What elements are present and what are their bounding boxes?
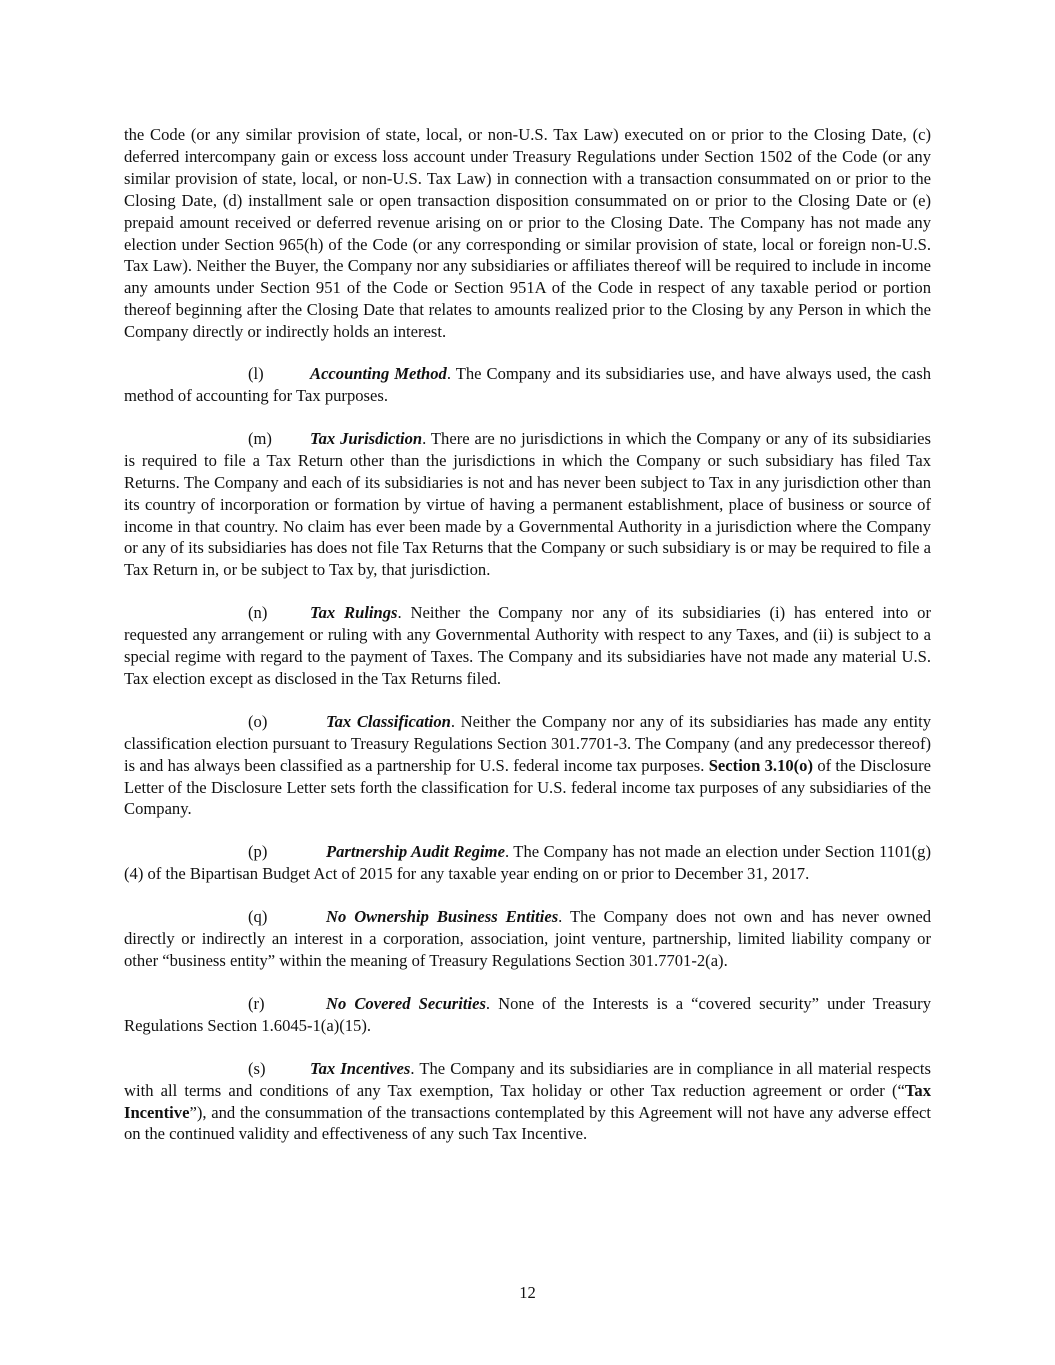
section-s-bold-term: Tax Incentive: [124, 1080, 931, 1122]
section-s-paragraph: [124, 1058, 931, 1146]
section-o-text-before: Neither the Company nor any of its subsidiaries has made any entity classification election pursuant to Treasury Regulations Section 301.7701-3. The Company (and any predecessor thereof) is and has always been classified as a partnership for U.S. federal income tax purposes.: [124, 711, 931, 775]
section-p-paragraph: [124, 841, 931, 885]
continuation-paragraph: the Code (or any similar provision of state, local, or non-U.S. Tax Law) executed on or prior to the Closing Date, (c) deferred intercompany gain or excess loss account under Treasury Regulations under Section 1502 of the Code (or any similar provision of state, local, or non-U.S. Tax Law) in connection with a transaction consummated on or prior to the Closing Date, (d) installment sale or open transaction disposition consummated on or prior to the Closing Date or (e) prepaid amount received or deferred revenue arising on or prior to the Closing Date. The Company has not made any election under Section 965(h) of the Code (or any corresponding or similar provision of state, local or foreign non-U.S. Tax Law). Neither the Buyer, the Company nor any subsidiaries or affiliates thereof will be required to include in income any amounts under Section 951 of the Code or Section 951A of the Code in respect of any taxable period or portion thereof beginning after the Closing Date that relates to amounts realized prior to the Closing by any Person in which the Company directly or indirectly holds an interest.: [124, 125, 931, 342]
section-q-letter: (q): [248, 907, 268, 927]
section-r-paragraph: [124, 993, 931, 1037]
section-o-period: .: [450, 711, 456, 731]
section-o-bold-reference: Section 3.10(o): [708, 755, 814, 775]
section-r-heading: No Covered Securities: [326, 993, 486, 1013]
section-q-heading: No Ownership Business Entities: [326, 907, 559, 927]
section-s-letter: (s): [248, 1058, 266, 1078]
section-p-heading: Partnership Audit Regime: [326, 842, 505, 862]
page-number: 12: [519, 1283, 536, 1302]
section-m-letter: (m): [248, 428, 272, 448]
section-p-text: The Company has not made an election under Section 1101(g)(4) of the Bipartisan Budget Act of 2015 for any taxable year ending on or prior to December 31, 2017.: [124, 842, 931, 884]
section-q-text: The Company does not own and has never owned directly or indirectly an interest in a corporation, association, joint venture, partnership, limited liability company or other “business entity” within the meaning of Treasury Regulations Section 301.7701-2(a).: [124, 907, 931, 970]
section-m-text: There are no jurisdictions in which the Company or any of its subsidiaries is required to file a Tax Return other than the jurisdictions in which the Company or such subsidiary has filed Tax Returns. The Company and each of its subsidiaries is not and has never been subject to Tax in any jurisdiction other than its country of incorporation or formation by virtue of having a permanent establishment, place of business or source of income in that country. No claim has ever been made by a Governmental Authority in a jurisdiction where the Company or any of its subsidiaries has does not file Tax Returns that the Company or such subsidiary is or may be required to file a Tax Return in, or be subject to Tax by, that jurisdiction.: [124, 428, 931, 580]
section-m-heading: Tax Jurisdiction: [310, 428, 423, 448]
section-m-period: .: [422, 428, 427, 448]
section-n-period: .: [397, 603, 402, 623]
section-l-letter: (l): [248, 364, 264, 384]
section-l-text: The Company and its subsidiaries use, and have always used, the cash method of accounting for Tax purposes.: [124, 364, 932, 405]
section-s-heading: Tax Incentives: [310, 1058, 411, 1078]
section-p-period: .: [504, 842, 510, 862]
section-o-paragraph: [124, 711, 931, 821]
section-r-letter: (r): [248, 993, 265, 1013]
section-o-letter: (o): [248, 711, 268, 731]
section-q-paragraph: [124, 906, 931, 972]
section-n-letter: (n): [248, 603, 268, 623]
section-n-text: Neither the Company nor any of its subsidiaries (i) has entered into or requested any arrangement or ruling with any Governmental Authority with respect to any Taxes, and (ii) is subject to a special regime with regard to the payment of Taxes. The Company and its subsidiaries have not made any material U.S. Tax election except as disclosed in the Tax Returns filed.: [124, 603, 931, 688]
section-s-period: .: [410, 1058, 415, 1078]
document-page: [124, 124, 931, 1166]
section-l-paragraph: [124, 363, 931, 407]
section-r-text: None of the Interests is a “covered security” under Treasury Regulations Section 1.6045-1(a)(15).: [124, 993, 931, 1035]
section-r-period: .: [485, 993, 491, 1013]
section-l-heading: Accounting Method: [310, 364, 447, 384]
section-o-text-after: of the Disclosure Letter of the Disclosure Letter sets forth the classification for U.S. federal income tax purposes of any subsidiaries of the Company.: [124, 755, 931, 819]
section-m-paragraph: [124, 428, 931, 581]
section-q-period: .: [558, 907, 563, 927]
section-l-period: .: [446, 364, 452, 384]
section-s-text-after: ”), and the consummation of the transactions contemplated by this Agreement will not have any adverse effect on the continued validity and effectiveness of any such Tax Incentive.: [124, 1102, 931, 1144]
section-s-text-before: The Company and its subsidiaries are in compliance in all material respects with all terms and conditions of any Tax exemption, Tax holiday or other Tax reduction agreement or order (“: [124, 1058, 931, 1100]
section-p-letter: (p): [248, 842, 268, 862]
section-n-paragraph: [124, 602, 931, 690]
section-o-heading: Tax Classification: [326, 711, 451, 731]
section-n-heading: Tax Rulings: [310, 603, 398, 623]
